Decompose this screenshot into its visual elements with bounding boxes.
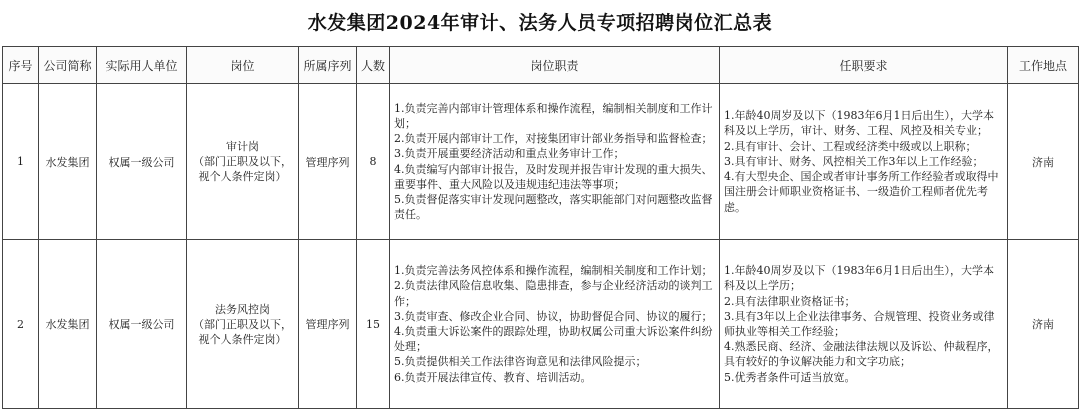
row-no: 1 [3, 84, 39, 240]
recruitment-table [2, 46, 1079, 409]
duty-item: 5.负责督促落实审计发现问题整改，落实职能部门对问题整改监督责任。 [394, 192, 713, 222]
requirement-item: 1.年龄40周岁及以下（1983年6月1日后出生），大学本科及以上学历，审计、财务、工程、风控及相关专业； [724, 109, 994, 138]
row-count: 15 [357, 240, 390, 409]
requirement-item: 3.具有3年以上企业法律事务、合规管理、投资业务或律师执业等相关工作经验； [724, 309, 995, 338]
row-location: 济南 [1008, 84, 1079, 240]
row-requirements [720, 84, 1008, 240]
row-position-cell [187, 240, 299, 409]
row-count: 8 [357, 84, 390, 240]
table-row [3, 240, 1079, 409]
header-position: 岗位 [187, 47, 299, 84]
header-count: 人数 [357, 47, 390, 84]
row-unit: 权属一级公司 [97, 240, 187, 409]
header-company: 公司简称 [39, 47, 97, 84]
requirement-item: 1.年龄40周岁及以下（1983年6月1日后出生），大学本科及以上学历； [724, 264, 994, 293]
row-requirements [720, 240, 1008, 409]
duty-item: 1.负责完善法务风控体系和操作流程，编制相关制度和工作计划； [394, 264, 713, 278]
row-position-cell [187, 84, 299, 240]
row-company: 水发集团 [39, 240, 97, 409]
requirement-item: 2.具有法律职业资格证书； [724, 294, 856, 308]
position-note: （部门正职及以下，视个人条件定岗） [193, 155, 292, 183]
duty-item: 1.负责完善内部审计管理体系和操作流程，编制相关制度和工作计划； [394, 101, 713, 130]
header-location: 工作地点 [1008, 47, 1079, 84]
row-unit: 权属一级公司 [97, 84, 187, 240]
requirement-item: 4.有大型央企、国企或者审计事务所工作经验者或取得中国注册会计师职业资格证书、一级造价工程师者优先考虑。 [724, 170, 999, 214]
header-sequence: 所属序列 [299, 47, 357, 84]
duty-item: 2.负责开展内部审计工作，对接集团审计部业务指导和监督检查； [394, 132, 713, 146]
position-title: 法务风控岗 [215, 302, 270, 316]
row-sequence: 管理序列 [299, 84, 357, 240]
duty-item: 6.负责开展法律宣传、教育、培训活动。 [394, 370, 592, 384]
duty-item: 3.负责开展重要经济活动和重点业务审计工作； [394, 147, 625, 161]
duty-item: 4.负责编写内部审计报告，及时发现并报告审计发现的重大损失、重要事件、重大风险以及违规违纪违法等事项； [394, 162, 713, 191]
header-unit: 实际用人单位 [97, 47, 187, 84]
duty-item: 4.负责重大诉讼案件的跟踪处理，协助权属公司重大诉讼案件纠纷处理； [394, 325, 713, 354]
row-location: 济南 [1008, 240, 1079, 409]
duty-item: 5.负责提供相关工作法律咨询意见和法律风险提示； [394, 355, 647, 369]
header-duties: 岗位职责 [390, 47, 720, 84]
position-title: 审计岗 [226, 140, 259, 153]
requirement-item: 4.熟悉民商、经济、金融法律法规以及诉讼、仲裁程序，具有较好的争议解决能力和文字功底； [724, 340, 999, 369]
document-title: 水发集团2024年审计、法务人员专项招聘岗位汇总表 [307, 12, 773, 34]
row-sequence: 管理序列 [299, 240, 357, 409]
row-no: 2 [3, 240, 39, 409]
row-duties [390, 84, 720, 240]
duty-item: 2.负责法律风险信息收集、隐患排查，参与企业经济活动的谈判工作； [394, 279, 713, 308]
row-company: 水发集团 [39, 84, 97, 240]
requirement-item: 5.优秀者条件可适当放宽。 [724, 370, 856, 384]
position-note: （部门正职及以下，视个人条件定岗） [193, 317, 292, 346]
duty-item: 3.负责审查、修改企业合同、协议，协助督促合同、协议的履行； [394, 309, 713, 323]
requirement-item: 3.具有审计、财务、风控相关工作3年以上工作经验； [724, 154, 984, 168]
table-header-row [3, 47, 1079, 84]
requirement-item: 2.具有审计、会计、工程或经济类中级或以上职称； [724, 139, 977, 153]
header-requirements: 任职要求 [720, 47, 1008, 84]
table-row [3, 84, 1079, 240]
header-no: 序号 [3, 47, 39, 84]
row-duties [390, 240, 720, 409]
